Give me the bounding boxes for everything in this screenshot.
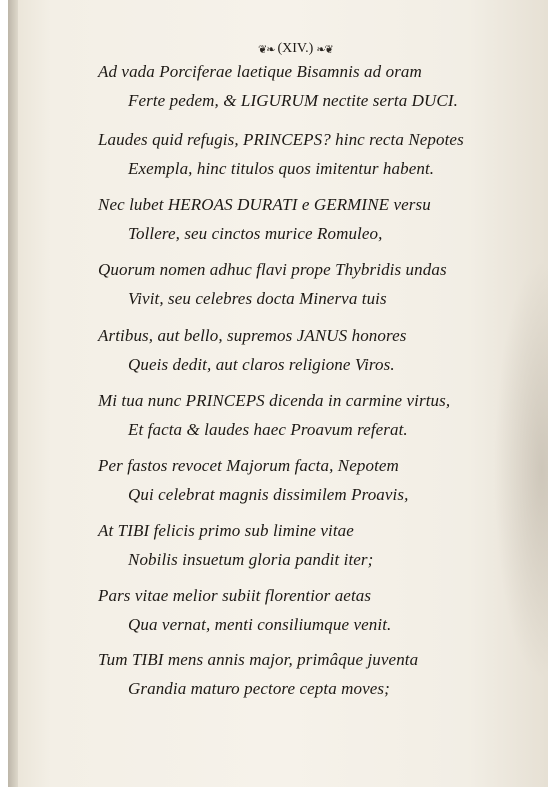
verse-line: Pars vitae melior subiit florentior aetas (98, 586, 372, 605)
ornament-right-icon: ❧❦ (316, 43, 333, 56)
verse-line: Tollere, seu cinctos murice Romuleo, (128, 224, 383, 243)
verse-line: Qui celebrat magnis dissimilem Proavis, (128, 485, 409, 504)
page-number: (XIV.) (277, 41, 314, 56)
verse-line: Qua vernat, menti consiliumque venit. (128, 615, 392, 634)
verse-line: Quorum nomen adhuc flavi prope Thybridis undas (98, 260, 447, 279)
verse-line: At TIBI felicis primo sub limine vitae (98, 521, 354, 540)
verse-line: Et facta & laudes haec Proavum referat. (128, 420, 408, 439)
verse-line: Vivit, seu celebres docta Minerva tuis (128, 289, 387, 308)
page-header (258, 40, 333, 58)
verse-line: Artibus, aut bello, supremos JANUS honores (98, 326, 407, 345)
show-through-shadow (494, 260, 548, 680)
verse-line: Exempla, hinc titulos quos imitentur habent. (128, 159, 435, 178)
verse-line: Per fastos revocet Majorum facta, Nepotem (98, 456, 399, 475)
book-page (8, 0, 548, 787)
verse-line: Nec lubet HEROAS DURATI e GERMINE versu (98, 195, 431, 214)
verse-line: Laudes quid refugis, PRINCEPS? hinc recta Nepotes (98, 130, 464, 149)
verse-line: Grandia maturo pectore cepta moves; (128, 679, 390, 698)
verse-line: Nobilis insuetum gloria pandit iter; (128, 550, 374, 569)
verse-line: Tum TIBI mens annis major, primâque juventa (98, 650, 419, 669)
page-gutter (8, 0, 18, 787)
ornament-left-icon: ❦❧ (258, 43, 275, 56)
verse-line: Ad vada Porciferae laetique Bisamnis ad oram (98, 62, 422, 81)
verse-line: Mi tua nunc PRINCEPS dicenda in carmine virtus, (98, 391, 451, 410)
verse-line: Ferte pedem, & LIGURUM nectite serta DUCI. (128, 91, 458, 110)
verse-line: Queis dedit, aut claros religione Viros. (128, 355, 395, 374)
